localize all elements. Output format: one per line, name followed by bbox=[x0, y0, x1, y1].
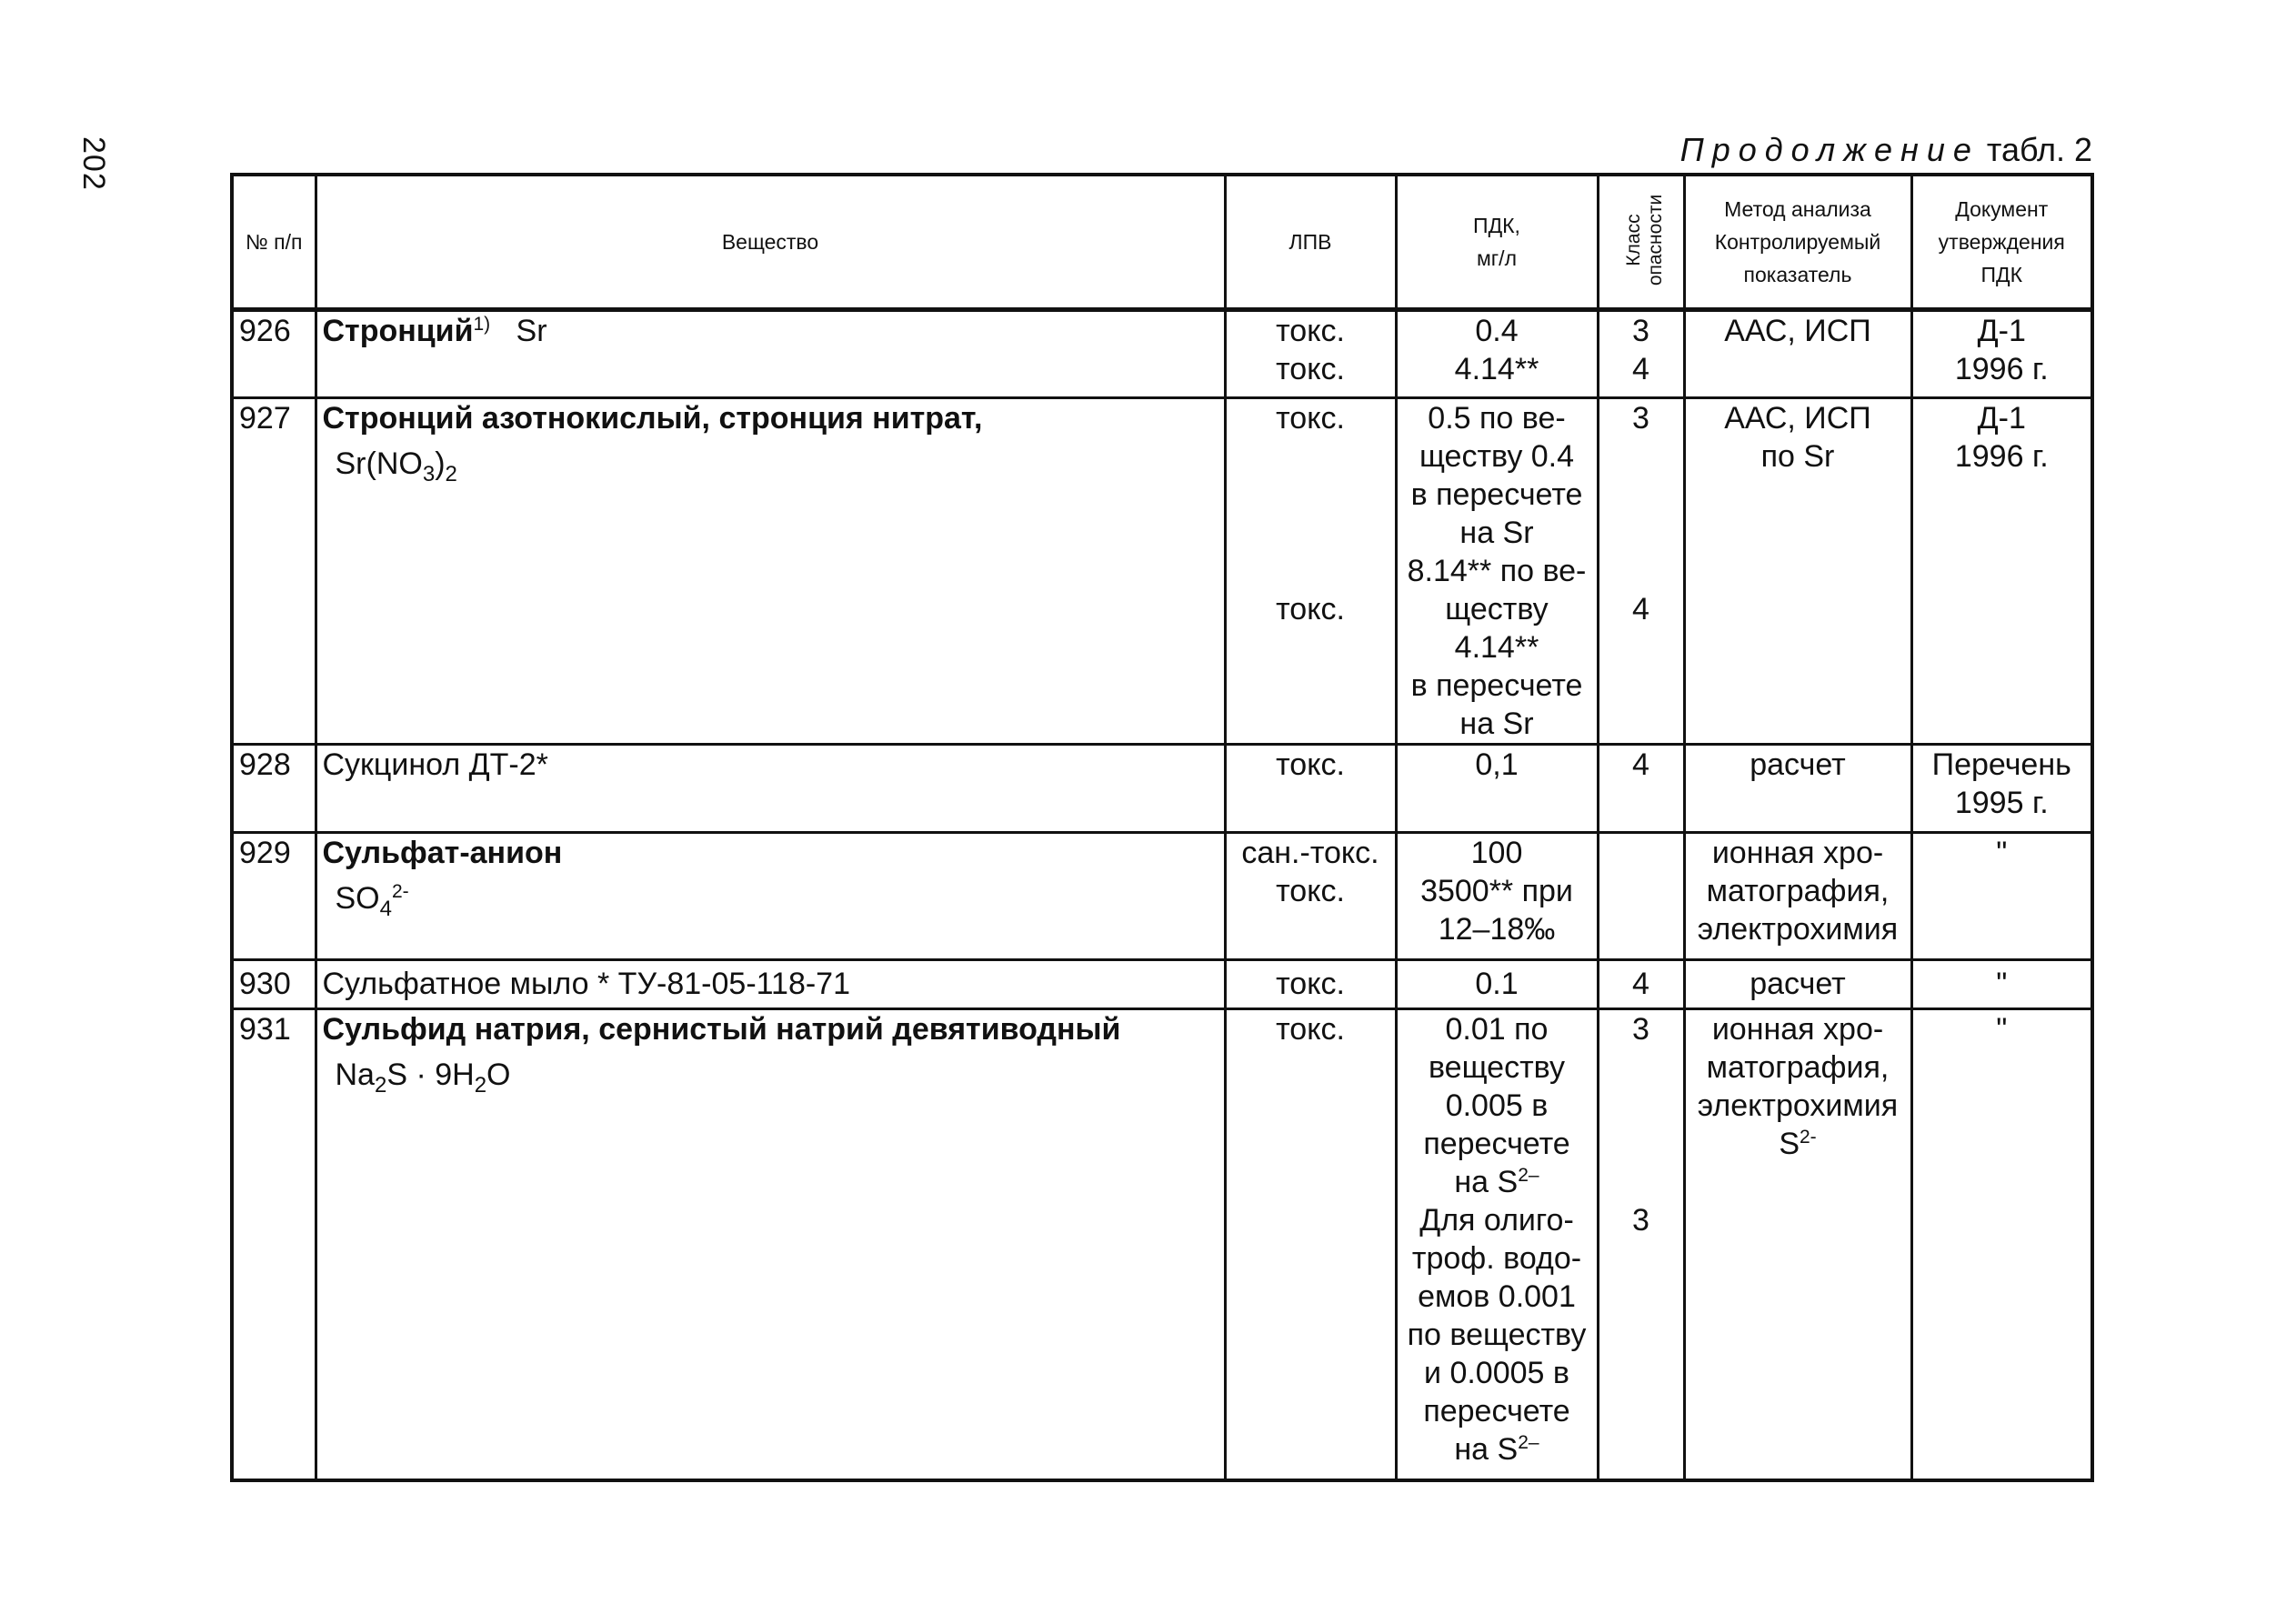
substance-name: Сульфатное мыло * ТУ-81-05-118-71 bbox=[322, 967, 850, 1001]
method-line: матография, bbox=[1706, 874, 1890, 908]
substance-formula bbox=[335, 1056, 1218, 1098]
method-cell: расчет bbox=[1684, 745, 1911, 833]
header-method-line1: Метод анализа bbox=[1724, 197, 1871, 221]
pdk-cell: 0.1 bbox=[1396, 960, 1598, 1009]
row-number: 929 bbox=[232, 833, 316, 960]
doc-cell bbox=[1911, 745, 2092, 833]
pdk-line-text: на S bbox=[1454, 1432, 1519, 1467]
class-cell bbox=[1598, 398, 1684, 745]
table-row bbox=[232, 398, 2092, 745]
header-method-line3: показатель bbox=[1743, 263, 1852, 286]
ion-charge: 2– bbox=[1518, 1165, 1539, 1186]
pdk-line: 0.01 по bbox=[1445, 1012, 1549, 1047]
doc-value: 1996 г. bbox=[1954, 352, 2049, 386]
substance-cell bbox=[316, 310, 1225, 398]
pdk-line: на Sr bbox=[1459, 707, 1534, 741]
table-row bbox=[232, 745, 2092, 833]
pdk-line: на Sr bbox=[1459, 516, 1534, 550]
formula-subscript: 2 bbox=[474, 1073, 487, 1098]
class-cell bbox=[1598, 1009, 1684, 1480]
pdk-line: Для олиго- bbox=[1419, 1203, 1574, 1238]
method-cell bbox=[1684, 833, 1911, 960]
pdk-line: в пересчете bbox=[1410, 477, 1583, 512]
method-line: электрохимия bbox=[1697, 912, 1899, 947]
substance-cell bbox=[316, 745, 1225, 833]
formula-subscript: 3 bbox=[422, 462, 436, 486]
pdk-cell: 0,1 bbox=[1396, 745, 1598, 833]
doc-value: Перечень bbox=[1931, 747, 2071, 782]
doc-cell: " bbox=[1911, 833, 2092, 960]
header-doc-line1: Документ bbox=[1955, 197, 2049, 221]
pdk-line: 0.5 по ве- bbox=[1428, 401, 1566, 436]
header-pdk-line1: ПДК, bbox=[1473, 214, 1520, 237]
substance-symbol: Sr bbox=[516, 314, 547, 348]
header-num: № п/п bbox=[232, 175, 316, 310]
page-number: 202 bbox=[76, 136, 111, 191]
formula-superscript: 2- bbox=[391, 881, 409, 902]
formula-subscript: 2 bbox=[445, 462, 457, 486]
formula-part: Na bbox=[335, 1058, 375, 1092]
class-cell: 4 bbox=[1598, 745, 1684, 833]
doc-value: 1995 г. bbox=[1954, 786, 2049, 820]
header-substance: Вещество bbox=[316, 175, 1225, 310]
method-line: ионная хро- bbox=[1711, 1012, 1884, 1047]
substance-cell bbox=[316, 960, 1225, 1009]
method-line bbox=[1691, 1125, 1905, 1163]
pdk-cell bbox=[1396, 833, 1598, 960]
method-cell: ААС, ИСП bbox=[1684, 310, 1911, 398]
header-doc-line2: утверждения bbox=[1938, 230, 2065, 254]
substance-formula bbox=[335, 879, 1218, 921]
pdk-line: пересчете bbox=[1423, 1127, 1570, 1161]
row-number: 927 bbox=[232, 398, 316, 745]
pdk-line: ществу 4.14** bbox=[1445, 592, 1549, 665]
pdk-line: по веществу bbox=[1407, 1318, 1587, 1352]
header-method-line2: Контролируемый bbox=[1714, 230, 1881, 254]
substance-cell bbox=[316, 833, 1225, 960]
lpv-cell bbox=[1225, 310, 1396, 398]
pdk-line: ществу 0.4 bbox=[1419, 439, 1575, 474]
substance-cell bbox=[316, 398, 1225, 745]
substance-name: Сукцинол ДТ-2* bbox=[322, 747, 548, 782]
formula-subscript: 2 bbox=[374, 1073, 387, 1098]
lpv-value: токс. bbox=[1276, 314, 1345, 348]
method-line: по Sr bbox=[1760, 439, 1835, 474]
header-doc-line3: ПДК bbox=[1980, 263, 2022, 286]
doc-cell bbox=[1911, 398, 2092, 745]
class-cell bbox=[1598, 310, 1684, 398]
lpv-cell: токс. bbox=[1225, 745, 1396, 833]
substance-name: Сульфид натрия, сернистый натрий девятиводный bbox=[322, 1012, 1121, 1047]
lpv-value: токс. bbox=[1276, 874, 1345, 908]
doc-value: 1996 г. bbox=[1954, 439, 2049, 474]
class-value: 4 bbox=[1632, 352, 1649, 386]
table-row bbox=[232, 833, 2092, 960]
doc-value: Д-1 bbox=[1977, 401, 2026, 436]
header-pdk bbox=[1396, 175, 1598, 310]
pdk-line: веществу bbox=[1429, 1050, 1565, 1085]
table-row bbox=[232, 1009, 2092, 1480]
doc-cell bbox=[1911, 310, 2092, 398]
substance-formula bbox=[335, 445, 1218, 486]
header-class-line2: опасности bbox=[1644, 194, 1666, 286]
header-method bbox=[1684, 175, 1911, 310]
formula-part: SO bbox=[335, 881, 380, 916]
row-number: 926 bbox=[232, 310, 316, 398]
lpv-value: сан.-токс. bbox=[1241, 836, 1379, 870]
class-value: 3 bbox=[1632, 401, 1649, 436]
substances-table bbox=[230, 173, 2094, 1482]
table-row bbox=[232, 310, 2092, 398]
ion-charge: 2- bbox=[1800, 1127, 1817, 1148]
continuation-caption bbox=[1680, 131, 2092, 169]
pdk-line: пересчете bbox=[1423, 1394, 1570, 1429]
substance-cell bbox=[316, 1009, 1225, 1480]
pdk-cell bbox=[1396, 310, 1598, 398]
class-value: 3 bbox=[1632, 314, 1649, 348]
class-value: 3 bbox=[1632, 1203, 1649, 1238]
substance-name: Стронций bbox=[322, 314, 474, 348]
pdk-cell bbox=[1396, 1009, 1598, 1480]
lpv-cell: токс. bbox=[1225, 960, 1396, 1009]
method-cell bbox=[1684, 398, 1911, 745]
row-number: 930 bbox=[232, 960, 316, 1009]
pdk-line: троф. водо- bbox=[1411, 1241, 1582, 1276]
lpv-cell bbox=[1225, 398, 1396, 745]
method-line: ионная хро- bbox=[1711, 836, 1884, 870]
doc-value: Д-1 bbox=[1977, 314, 2026, 348]
formula-part: O bbox=[486, 1058, 511, 1092]
pdk-line bbox=[1403, 1430, 1591, 1469]
substance-name: Стронций азотнокислый, стронция нитрат, bbox=[322, 401, 983, 436]
pdk-value: 0.4 bbox=[1475, 314, 1519, 348]
header-doc bbox=[1911, 175, 2092, 310]
class-value: 3 bbox=[1632, 1012, 1649, 1047]
header-class-text bbox=[1623, 195, 1667, 286]
row-number: 931 bbox=[232, 1009, 316, 1480]
doc-cell: " bbox=[1911, 1009, 2092, 1480]
pdk-line: 100 bbox=[1470, 836, 1523, 870]
footnote-mark: 1) bbox=[473, 314, 491, 335]
ion-charge: 2– bbox=[1518, 1432, 1539, 1453]
lpv-value: токс. bbox=[1276, 401, 1345, 436]
pdk-line: в пересчете bbox=[1410, 668, 1583, 703]
class-cell bbox=[1598, 833, 1684, 960]
formula-subscript: 4 bbox=[379, 897, 392, 921]
class-cell: 4 bbox=[1598, 960, 1684, 1009]
pdk-value: 4.14** bbox=[1454, 352, 1539, 386]
pdk-line: и 0.0005 в bbox=[1424, 1356, 1569, 1390]
table-row bbox=[232, 960, 2092, 1009]
header-pdk-line2: мг/л bbox=[1476, 246, 1517, 270]
class-value: 4 bbox=[1632, 592, 1649, 627]
header-class bbox=[1598, 175, 1684, 310]
pdk-line-text: на S bbox=[1454, 1165, 1519, 1199]
formula-part: Sr(NO bbox=[335, 446, 423, 481]
method-line: электрохимия bbox=[1697, 1088, 1899, 1123]
substance-name: Сульфат-анион bbox=[322, 836, 563, 870]
method-cell bbox=[1684, 1009, 1911, 1480]
lpv-value: токс. bbox=[1276, 592, 1345, 627]
continuation-table-ref: табл. 2 bbox=[1986, 131, 2092, 168]
method-line: ААС, ИСП bbox=[1724, 401, 1871, 436]
lpv-value: токс. bbox=[1276, 352, 1345, 386]
method-cell: расчет bbox=[1684, 960, 1911, 1009]
lpv-cell: токс. bbox=[1225, 1009, 1396, 1480]
pdk-line: 12–18‰ bbox=[1438, 912, 1556, 947]
pdk-line: 3500** при bbox=[1420, 874, 1573, 908]
method-line-text: S bbox=[1779, 1127, 1800, 1161]
pdk-line: 0.005 в bbox=[1445, 1088, 1549, 1123]
row-number: 928 bbox=[232, 745, 316, 833]
header-class-line1: Класс bbox=[1622, 214, 1644, 266]
continuation-word: Продолжение bbox=[1679, 131, 1980, 168]
pdk-line bbox=[1403, 1163, 1591, 1201]
pdk-line: 8.14** по ве- bbox=[1407, 554, 1587, 588]
formula-part: S · 9H bbox=[386, 1058, 475, 1092]
header-lpv: ЛПВ bbox=[1225, 175, 1396, 310]
header-row bbox=[232, 175, 2092, 310]
doc-cell: " bbox=[1911, 960, 2092, 1009]
lpv-cell bbox=[1225, 833, 1396, 960]
method-line: матография, bbox=[1706, 1050, 1890, 1085]
formula-part: ) bbox=[435, 446, 446, 481]
pdk-cell bbox=[1396, 398, 1598, 745]
pdk-line: емов 0.001 bbox=[1418, 1279, 1576, 1314]
